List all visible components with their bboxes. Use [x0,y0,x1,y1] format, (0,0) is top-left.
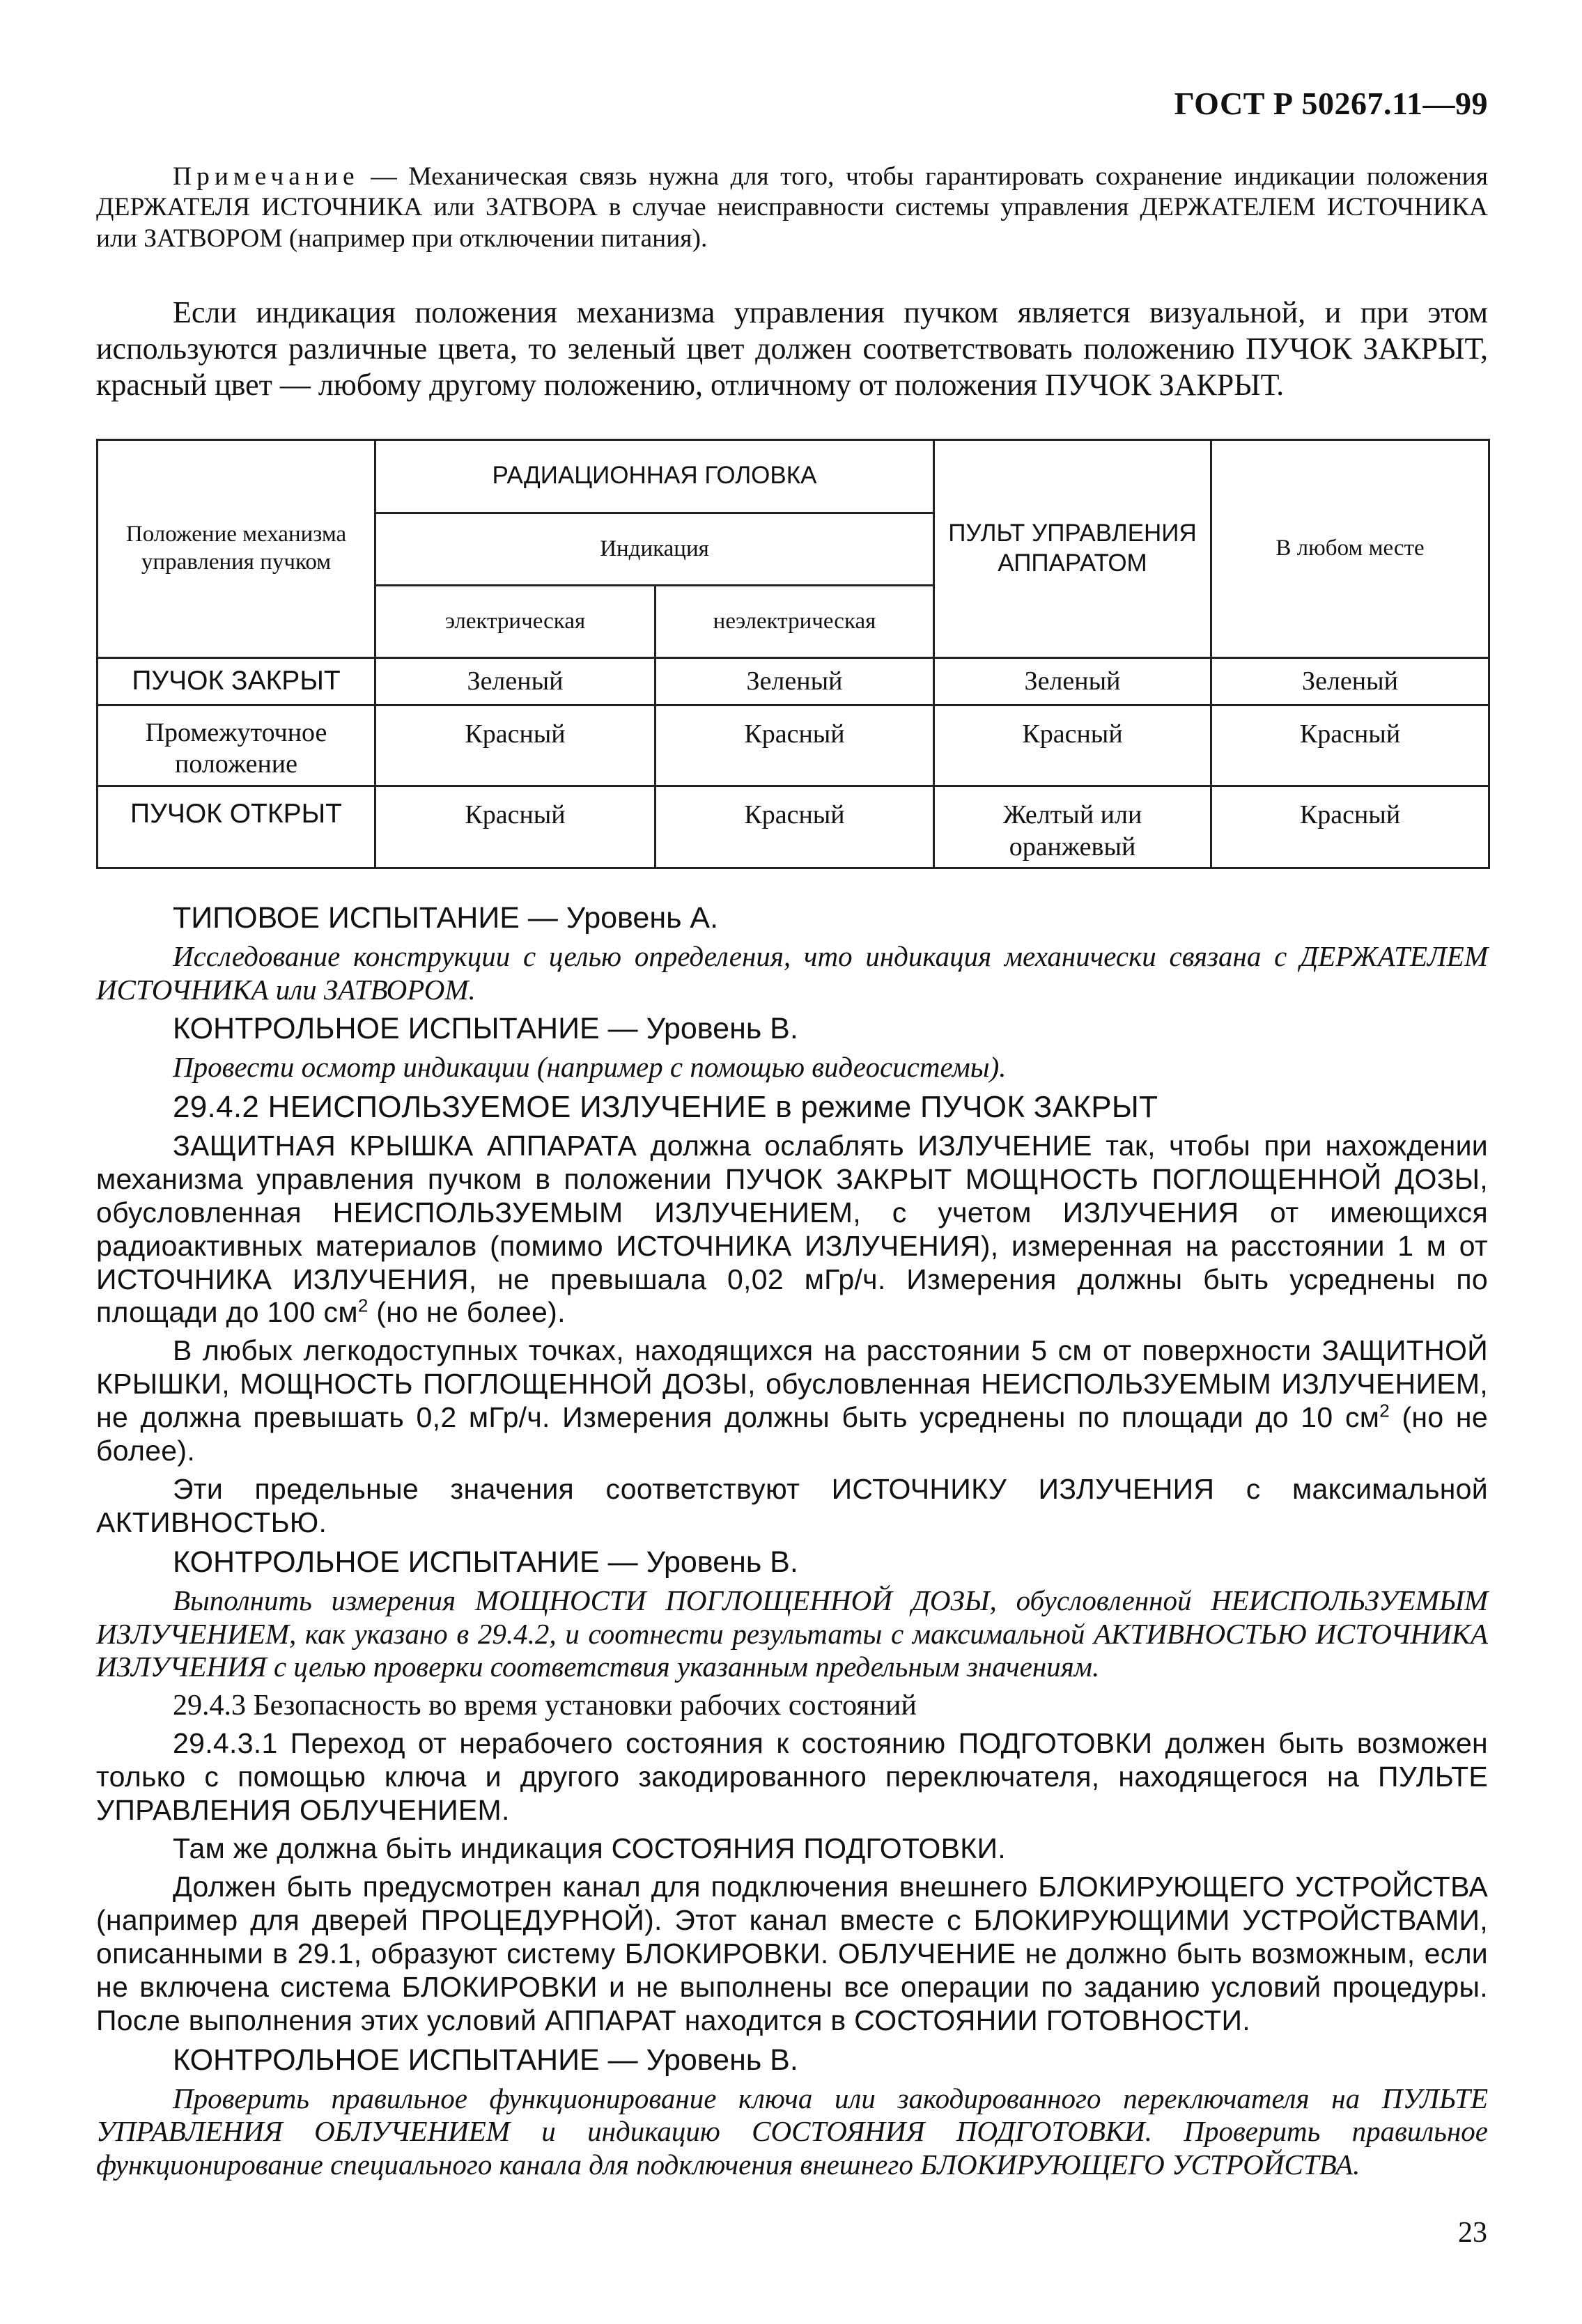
type-test-heading: ТИПОВОЕ ИСПЫТАНИЕ — Уровень А. [173,901,719,935]
section-29-4-2-paragraph-2 [96,1334,1488,1468]
cell-anywhere: Красный [1211,786,1489,868]
cell-electric: Красный [375,786,656,868]
header-anywhere: В любом месте [1211,439,1489,657]
cell-nonelectric: Красный [656,786,934,868]
table-row [98,657,1489,705]
control-test-text-3: Проверить правильное функционирование ключа или закодированного переключателя на ПУЛЬТЕ УПРАВЛЕНИЯ ОБЛУЧЕНИЕМ и индикацию СОСТОЯНИЯ ПОДГОТОВКИ. Проверить правильное функционирование специального канала для подключения внешнего БЛОКИРУЮЩЕГО УСТРОЙСТВА. [96,2082,1488,2181]
cell-console: Красный [934,705,1211,786]
indication-color-table [96,439,1490,869]
cell-anywhere: Красный [1211,705,1489,786]
control-test-text-1: Провести осмотр индикации (например с помощью видеосистемы). [173,1051,1007,1084]
note-label: Примечание [173,162,359,191]
section-29-4-2-p1-text: ЗАЩИТНАЯ КРЫШКА АППАРАТА должна ослаблять ИЗЛУЧЕНИЕ так, чтобы при нахождении механизма управления пучком в положении ПУЧОК ЗАКРЫТ МОЩНОСТЬ ПОГЛОЩЕННОЙ ДОЗЫ, обусловленная НЕИСПОЛЬЗУЕМЫМ ИЗЛУЧЕНИЕМ, с учетом ИЗЛУЧЕНИЯ от имеющихся радиоактивных материалов (помимо ИСТОЧНИКА ИЗЛУЧЕНИЯ), измеренная на расстоянии 1 м от ИСТОЧНИКА ИЗЛУЧЕНИЯ, не превышала 0,02 мГр/ч. Измерения должны быть усреднены по площади до 100 см [96,1129,1488,1329]
page-number: 23 [1458,2217,1487,2249]
section-29-4-2-paragraph-3: Эти предельные значения соответствуют ИСТОЧНИКУ ИЗЛУЧЕНИЯ с максимальной АКТИВНОСТЬЮ. [96,1473,1488,1539]
table-row [98,786,1489,868]
page-content [96,162,1488,2181]
note-text: — Механическая связь нужна для того, чтобы гарантировать сохранение индикации положения ДЕРЖАТЕЛЯ ИСТОЧНИКА или ЗАТВОРА в случае неисправности системы управления ДЕРЖАТЕЛЕМ ИСТОЧНИКА или ЗАТВОРОМ (например при отключении питания). [96,162,1488,253]
header-radiation-head: РАДИАЦИОННАЯ ГОЛОВКА [375,439,934,513]
control-test-heading-3: КОНТРОЛЬНОЕ ИСПЫТАНИЕ — Уровень В. [173,2043,798,2077]
control-test-heading-1: КОНТРОЛЬНОЕ ИСПЫТАНИЕ — Уровень В. [173,1012,798,1046]
control-test-heading-2: КОНТРОЛЬНОЕ ИСПЫТАНИЕ — Уровень В. [173,1545,798,1580]
header-nonelectric: неэлектрическая [656,585,934,657]
section-29-4-2-p1-sup: 2 [357,1295,369,1316]
cell-electric: Красный [375,705,656,786]
row-position: ПУЧОК ОТКРЫТ [98,786,375,868]
type-test-text: Исследование конструкции с целью определения, что индикация механически связана с ДЕРЖАТЕЛЕМ ИСТОЧНИКА или ЗАТВОРОМ. [96,940,1488,1006]
section-29-4-3-1-paragraph-1: 29.4.3.1 Переход от нерабочего состояния к состоянию ПОДГОТОВКИ должен быть возможен только с помощью ключа и другого закодированного переключателя, находящегося на ПУЛЬТЕ УПРАВЛЕНИЯ ОБЛУЧЕНИЕМ. [96,1727,1488,1827]
section-29-4-3-title: 29.4.3 Безопасность во время установки рабочих состояний [173,1689,917,1722]
section-29-4-3-1-paragraph-2: Там же должна бьіть индикация СОСТОЯНИЯ ПОДГОТОВКИ. [173,1832,1006,1865]
row-position: ПУЧОК ЗАКРЫТ [98,657,375,705]
row-position: Промежуточное положение [98,705,375,786]
section-29-4-2-p2-end: (но не более). [96,1401,1488,1467]
table-header-row-1 [98,439,1489,513]
cell-console: Желтый или оранжевый [934,786,1211,868]
cell-anywhere: Зеленый [1211,657,1489,705]
section-29-4-2-title: 29.4.2 НЕИСПОЛЬЗУЕМОЕ ИЗЛУЧЕНИЕ в режиме ПУЧОК ЗАКРЫТ [173,1089,1158,1124]
header-position: Положение механизма управления пучком [98,439,375,657]
header-electric: электрическая [375,585,656,657]
cell-console: Зеленый [934,657,1211,705]
section-29-4-3-1-paragraph-3: Должен быть предусмотрен канал для подключения внешнего БЛОКИРУЮЩЕГО УСТРОЙСТВА (например для дверей ПРОЦЕДУРНОЙ). Этот канал вместе с БЛОКИРУЮЩИМИ УСТРОЙСТВАМИ, описанными в 29.1, образуют систему БЛОКИРОВКИ. ОБЛУЧЕНИЕ не должно быть возможным, если не включена система БЛОКИРОВКИ и не выполнены все операции по заданию условий процедуры. После выполнения этих условий АППАРАТ находится в СОСТОЯНИИ ГОТОВНОСТИ. [96,1870,1488,2036]
document-number: ГОСТ Р 50267.11—99 [1174,86,1488,121]
section-29-4-2-p2-sup: 2 [1379,1400,1390,1421]
section-29-4-2-paragraph-1 [96,1130,1488,1330]
note-paragraph [96,162,1488,254]
section-29-4-2-p1-end: (но не более). [368,1296,566,1329]
header-indication: Индикация [375,513,934,585]
table-row [98,705,1489,786]
cell-nonelectric: Красный [656,705,934,786]
control-test-text-2: Выполнить измерения МОЩНОСТИ ПОГЛОЩЕННОЙ ДОЗЫ, обусловленной НЕИСПОЛЬЗУЕМЫМ ИЗЛУЧЕНИЕМ, как указано в 29.4.2, и соотнести результаты с максимальной АКТИВНОСТЬЮ ИСТОЧНИКА ИЗЛУЧЕНИЯ с целью проверки соответствия указанным предельным значениям. [96,1584,1488,1683]
cell-electric: Зеленый [375,657,656,705]
header-console: ПУЛЬТ УПРАВЛЕНИЯ АППАРАТОМ [934,439,1211,657]
cell-nonelectric: Зеленый [656,657,934,705]
intro-paragraph: Если индикация положения механизма управления пучком является визуальной, и при этом используются различные цвета, то зеленый цвет должен соответствовать положению ПУЧОК ЗАКРЫТ, красный цвет — любому другому положению, отличному от положения ПУЧОК ЗАКРЫТ. [96,295,1488,403]
section-29-4-2-p2-text: В любых легкодоступных точках, находящихся на расстоянии 5 см от поверхности ЗАЩИТНОЙ КРЫШКИ, МОЩНОСТЬ ПОГЛОЩЕННОЙ ДОЗЫ, обусловленная НЕИСПОЛЬЗУЕМЫМ ИЗЛУЧЕНИЕМ, не должна превышать 0,2 мГр/ч. Измерения должны быть усреднены по площади до 10 см [96,1334,1488,1434]
